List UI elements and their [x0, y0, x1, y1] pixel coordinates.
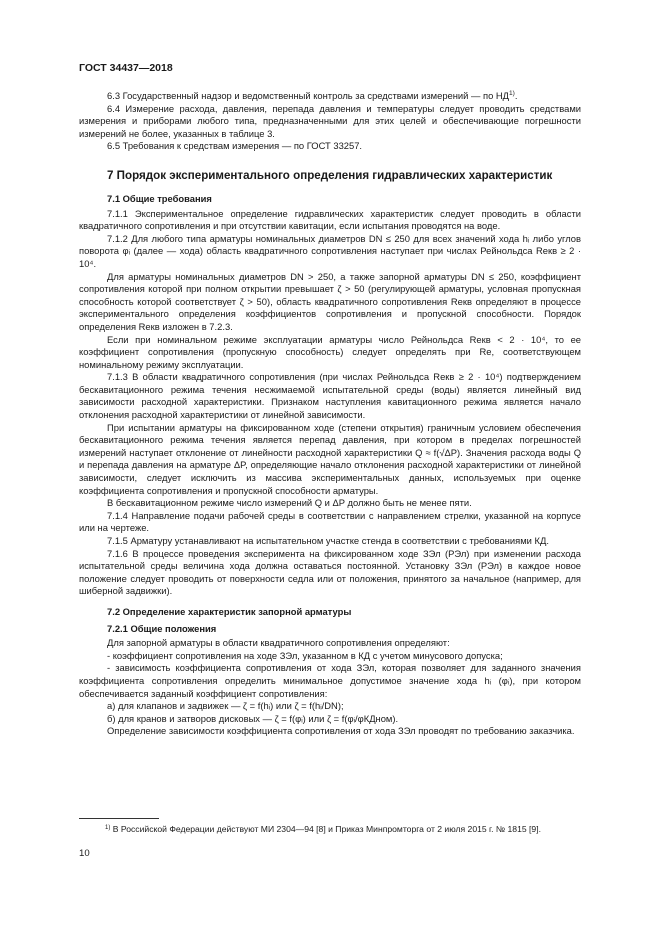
paragraph-7-1-3: 7.1.3 В области квадратичного сопротивления (при числах Рейнольдса Reкв ≥ 2 · 10⁴) подтверждением бескавитационного режима течения несжимаемой испытательной среды (воды) является линейный вид зависимости расходной характеристики. Признаком наступления кавитационного режима является начало отклонения расходной характеристики от линейной зависимости.: [79, 371, 581, 421]
paragraph-7-1-5: 7.1.5 Арматуру устанавливают на испытательном участке стенда в соответствии с требованиями КД.: [107, 535, 549, 546]
document-header: ГОСТ 34437—2018: [79, 62, 173, 74]
list-item-valves: а) для клапанов и задвижек — ζ = f(hᵢ) или ζ = f(hᵢ/DN);: [107, 700, 344, 712]
list-item-dependency: - зависимость коэффициента сопротивления от хода ЗЭл, которая позволяет для заданного значения коэффициента сопротивления определить минимальное допустимое значение хода hᵢ (φᵢ), при котором обеспечивается заданный коэффициент сопротивления:: [79, 662, 581, 699]
section-7-2-heading: 7.2 Определение характеристик запорной арматуры: [107, 605, 352, 617]
list-item-resistance: - коэффициент сопротивления на ходе ЗЭл, указанном в КД с учетом минусового допуска;: [107, 649, 503, 661]
paragraph-7-2-1: Для запорной арматуры в области квадратичного сопротивления определяют:: [107, 637, 450, 649]
paragraph-7-1-4: 7.1.4 Направление подачи рабочей среды в соответствии с направлением стрелки, указанной на корпусе или на чертеже.: [79, 509, 581, 534]
footnote-reference: 1): [509, 90, 515, 97]
paragraph-6-3: 6.3 Государственный надзор и ведомственный контроль за средствами измерений — по НД$^{1)}$.: [107, 90, 518, 101]
document-body: [79, 90, 581, 738]
paragraph-7-1-2-arm: Для арматуры номинальных диаметров DN > 250, а также запорной арматуры DN ≤ 250, коэффициент сопротивления которой при полном открытии превышает ζ > 50 (регулирующей арматуры, условная пропускная способность которой соответствует ζ > 50), область квадратичного сопротивления Reкв определяют в процессе экспериментального определения коэффициентов сопротивления и пропускной способности. Порядок определения Reкв изложен в 7.2.3.: [79, 270, 581, 332]
footnote: [105, 823, 541, 836]
paragraph-7-1-2: 7.1.2 Для любого типа арматуры номинальных диаметров DN ≤ 250 для всех значений хода hᵢ либо углов поворота φᵢ (далее — хода) область квадратичного сопротивления наступает при числах Рейнольдса Reкв ≥ 2 · 10⁴.: [79, 232, 581, 269]
page-number: 10: [79, 848, 90, 859]
section-7-heading: 7 Порядок экспериментального определения гидравлических характеристик: [107, 168, 553, 182]
paragraph-7-2-1-customer: Определение зависимости коэффициента сопротивления от хода ЗЭл проводят по требованию заказчика.: [107, 725, 575, 737]
paragraph-7-1-1: 7.1.1 Экспериментальное определение гидравлических характеристик следует проводить в области квадратичного сопротивления и при отсутствии кавитации, если испытания проводятся на воде.: [79, 207, 581, 232]
paragraph-6-5: 6.5 Требования к средствам измерения — по ГОСТ 33257.: [107, 140, 363, 152]
paragraph-7-1-2-reynolds: Если при номинальном режиме эксплуатации арматуры число Рейнольдса Reкв < 2 · 10⁴, то ее коэффициент сопротивления (пропускную способность) следует определять при Re, соответствующем номинальному режиму эксплуатации.: [79, 333, 581, 370]
section-7-1-heading: 7.1 Общие требования: [107, 192, 212, 204]
list-item-cocks: б) для кранов и затворов дисковых — ζ = f(φᵢ) или ζ = f(φᵢ/φКДном).: [107, 712, 399, 724]
paragraph-6-4: 6.4 Измерение расхода, давления, перепада давления и температуры следует проводить средствами измерения и приборами любого типа, предназначенными для этих целей и обеспечивающие погрешности измерений не более, указанных в таблице 3.: [79, 102, 581, 139]
paragraph-7-1-3-fixed: При испытании арматуры на фиксированном ходе (степени открытия) граничным условием обеспечения бескавитационного режима течения является перепад давления, при котором в пределах погрешностей измерений наступает отклонение от линейности расходной характеристики Q ≈ f(√ΔP). Значения расхода воды Q и перепада давления на арматуре ΔP, определяющие начало отклонения расходной характеристики от линейной зависимости, следует исключить из массива экспериментальных данных, используемых при оценке коэффициента сопротивления и пропускной способности арматуры.: [79, 421, 581, 496]
footnote-marker: 1): [105, 825, 111, 831]
paragraph-7-1-6: 7.1.6 В процессе проведения эксперимента на фиксированном ходе ЗЭл (РЭл) при изменении расхода испытательной среды величина хода должна оставаться постоянной. Установку ЗЭл (РЭл) в каждое новое положение следует проводить от поверхности седла или от положения, принятого за начальное (например, для шиберной задвижки).: [79, 547, 581, 597]
footnote-divider: [79, 818, 159, 819]
section-7-2-1-heading: 7.2.1 Общие положения: [107, 622, 217, 634]
paragraph-7-1-3-count: В бескавитационном режиме число измерений Q и ΔP должно быть не менее пяти.: [107, 497, 472, 509]
footnote-text: В Российской Федерации действуют МИ 2304—94 [8] и Приказ Минпромторга от 2 июля 2015 г. № 1815 [9].: [112, 824, 541, 834]
